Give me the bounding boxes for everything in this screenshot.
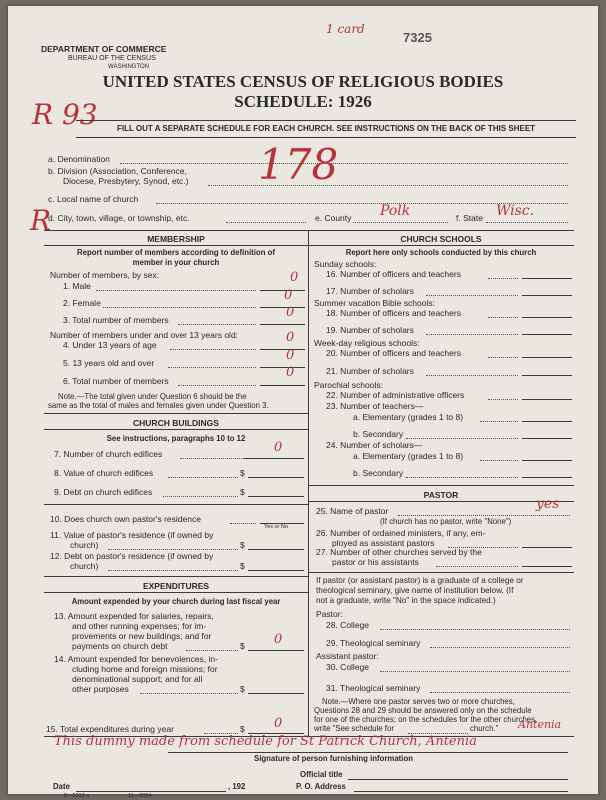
year-label: , 192 xyxy=(228,782,246,791)
schools-sub: Report here only schools conducted by this church xyxy=(345,248,537,257)
census-schedule-page xyxy=(8,6,598,799)
q28-label: 28. College xyxy=(326,620,370,630)
q27-label-2: pastor or his assistants xyxy=(332,557,419,567)
pastor-value: yes xyxy=(536,496,560,512)
q15-value: 0 xyxy=(274,716,283,731)
signature-label: Signature of person furnishing information xyxy=(254,754,413,763)
q24a-label: a. Elementary (grades 1 to 8) xyxy=(353,451,464,461)
division-label-1: b. Division (Association, Conference, xyxy=(48,166,187,176)
q11-label-2: church) xyxy=(70,540,99,550)
q22-label: 22. Number of administrative officers xyxy=(326,390,465,400)
q24b-label: b. Secondary xyxy=(353,468,404,478)
q12-label-2: church) xyxy=(70,561,99,571)
q5-label: 5. 13 years old and over xyxy=(63,358,155,368)
pastor-note-2: Questions 28 and 29 should be answered only on the schedule xyxy=(314,706,532,715)
schools-title: CHURCH SCHOOLS xyxy=(400,234,482,244)
dept-label: DEPARTMENT OF COMMERCE xyxy=(41,44,167,54)
q14-label-1: 14. Amount expended for benevolences, in- xyxy=(54,654,218,664)
city-label: WASHINGTON xyxy=(108,64,150,70)
q30-label: 30. College xyxy=(326,662,370,672)
po-address-label: P. O. Address xyxy=(296,782,346,791)
form-subtitle: SCHEDULE: 1926 xyxy=(234,92,372,111)
city-field-label: d. City, town, village, or township, etc. xyxy=(48,213,190,223)
local-name-label: c. Local name of church xyxy=(48,194,139,204)
state-label: f. State xyxy=(456,213,483,223)
q7-value: 0 xyxy=(274,440,283,455)
q19-label: 19. Number of scholars xyxy=(326,325,414,335)
q13-dollar: $ xyxy=(240,641,245,651)
q4-value: 0 xyxy=(286,330,295,345)
r-annotation: R xyxy=(30,204,52,237)
expenditures-title: EXPENDITURES xyxy=(142,581,210,591)
q14-label-3: denominational support; and for all xyxy=(72,674,203,684)
q8-label: 8. Value of church edifices xyxy=(54,468,154,478)
by-sex-label: Number of members, by sex: xyxy=(50,270,160,280)
q23-label: 23. Number of teachers— xyxy=(326,401,424,411)
q25-note: (If church has no pastor, write "None") xyxy=(380,517,512,526)
q23b-label: b. Secondary xyxy=(353,429,404,439)
q26-label-1: 26. Number of ordained ministers, if any, em- xyxy=(316,528,486,538)
membership-note-1: Note.—The total given under Question 6 should be the xyxy=(58,392,247,401)
q24-label: 24. Number of scholars— xyxy=(326,440,423,450)
pastor-note-3: for one of the churches; on the schedules for the other churches, xyxy=(314,715,538,724)
membership-intro-2: member in your church xyxy=(132,258,220,267)
see-schedule-value: Antenia xyxy=(518,718,562,731)
pastor-title: PASTOR xyxy=(423,490,459,500)
pastor-note-1: Note.—Where one pastor serves two or more churches, xyxy=(322,697,515,706)
q25-label: 25. Name of pastor xyxy=(316,506,389,516)
q13-label-4: payments on church debt xyxy=(72,641,168,651)
q12-dollar: $ xyxy=(240,561,245,571)
q13-label-3: provements or new buildings; and for xyxy=(72,631,212,641)
q15-dollar: $ xyxy=(240,724,245,734)
assistant-label: Assistant pastor: xyxy=(316,651,379,661)
q9-dollar: $ xyxy=(240,487,245,497)
parochial-label: Parochial schools: xyxy=(314,380,383,390)
q14-label-4: other purposes xyxy=(72,684,129,694)
q29-label: 29. Theological seminary xyxy=(326,638,421,648)
age-label: Number of members under and over 13 years old: xyxy=(50,330,239,340)
r93-annotation: R 93 xyxy=(32,98,98,131)
q2-label: 2. Female xyxy=(63,298,101,308)
q12-label-1: 12. Debt on pastor's residence (if owned by xyxy=(50,551,214,561)
buildings-sub: See instructions, paragraphs 10 to 12 xyxy=(106,434,246,443)
state-value: Wisc. xyxy=(496,203,535,219)
q6-value: 0 xyxy=(286,365,295,380)
q18-label: 18. Number of officers and teachers xyxy=(326,308,461,318)
q21-label: 21. Number of scholars xyxy=(326,366,414,376)
q11-dollar: $ xyxy=(240,540,245,550)
denomination-label: a. Denomination xyxy=(48,154,110,164)
q8-dollar: $ xyxy=(240,468,245,478)
q7-label: 7. Number of church edifices xyxy=(54,449,163,459)
q6-label: 6. Total number of members xyxy=(63,376,169,386)
q26-label-2: ployed as assistant pastors xyxy=(332,538,435,548)
q3-label: 3. Total number of members xyxy=(63,315,169,325)
pastor-sub-label: Pastor: xyxy=(316,609,343,619)
q5-value: 0 xyxy=(286,348,295,363)
q14-label-2: cluding home and foreign missions; for xyxy=(72,664,218,674)
q13-label-2: and other running expenses; for im- xyxy=(72,621,207,631)
big-number-annotation: 178 xyxy=(258,140,339,189)
form-number: 7325 xyxy=(403,30,432,45)
weekday-label: Week-day religious schools: xyxy=(314,338,420,348)
yes-no-hint: Yes or No xyxy=(264,524,288,530)
q2-value: 0 xyxy=(284,288,293,303)
q27-label-1: 27. Number of other churches served by the xyxy=(316,547,482,557)
q9-label: 9. Debt on church edifices xyxy=(54,487,153,497)
q31-label: 31. Theological seminary xyxy=(326,683,421,693)
expenditures-sub: Amount expended by your church during last fiscal year xyxy=(71,597,281,606)
sunday-label: Sunday schools: xyxy=(314,259,377,269)
membership-title: MEMBERSHIP xyxy=(147,234,205,244)
q17-label: 17. Number of scholars xyxy=(326,286,414,296)
pastor-note-4: write "See schedule for xyxy=(314,724,394,733)
vacation-label: Summer vacation Bible schools: xyxy=(314,298,435,308)
q4-label: 4. Under 13 years of age xyxy=(63,340,157,350)
division-label-2: Diocese, Presbytery, Synod, etc.) xyxy=(63,176,189,186)
form-code-1: 8—5318 a xyxy=(64,793,90,799)
q23a-label: a. Elementary (grades 1 to 8) xyxy=(353,412,464,422)
q13-label-1: 13. Amount expended for salaries, repairs, xyxy=(54,611,214,621)
bureau-label: BUREAU OF THE CENSUS xyxy=(68,55,156,62)
membership-note-2: same as the total of males and females given under Question 3. xyxy=(48,401,269,410)
county-label: e. County xyxy=(315,213,352,223)
grad-text-3: not a graduate, write "No" in the space indicated.) xyxy=(316,596,496,605)
pastor-note-5: church." xyxy=(470,724,499,733)
county-value: Polk xyxy=(380,203,411,219)
q20-label: 20. Number of officers and teachers xyxy=(326,348,461,358)
grad-text-1: If pastor (or assistant pastor) is a graduate of a college or xyxy=(316,576,524,585)
instruction-text: FILL OUT A SEPARATE SCHEDULE FOR EACH CHURCH. SEE INSTRUCTIONS ON THE BACK OF THIS SHEET xyxy=(116,124,536,133)
q16-label: 16. Number of officers and teachers xyxy=(326,269,461,279)
official-title-label: Official title xyxy=(300,770,343,779)
bottom-handwritten-note: This dummy made from schedule for St Patrick Church, Antenia xyxy=(54,734,477,749)
buildings-title: CHURCH BUILDINGS xyxy=(133,418,219,428)
q3-value: 0 xyxy=(286,305,295,320)
q1-label: 1. Male xyxy=(63,281,91,291)
form-code-2: 11—9954 xyxy=(128,793,152,799)
date-label: Date xyxy=(53,782,70,791)
q13-value: 0 xyxy=(274,632,283,647)
card-annotation: 1 card xyxy=(326,22,365,36)
form-title: UNITED STATES CENSUS OF RELIGIOUS BODIES xyxy=(102,72,504,91)
q10-label: 10. Does church own pastor's residence xyxy=(50,514,201,524)
membership-intro-1: Report number of members according to definition of xyxy=(77,248,275,257)
q1-value: 0 xyxy=(290,270,299,285)
q14-dollar: $ xyxy=(240,684,245,694)
grad-text-2: theological seminary, give name of institution below. (If xyxy=(316,586,514,595)
q15-label: 15. Total expenditures during year xyxy=(46,724,174,734)
q11-label-1: 11. Value of pastor's residence (if owned by xyxy=(50,530,214,540)
